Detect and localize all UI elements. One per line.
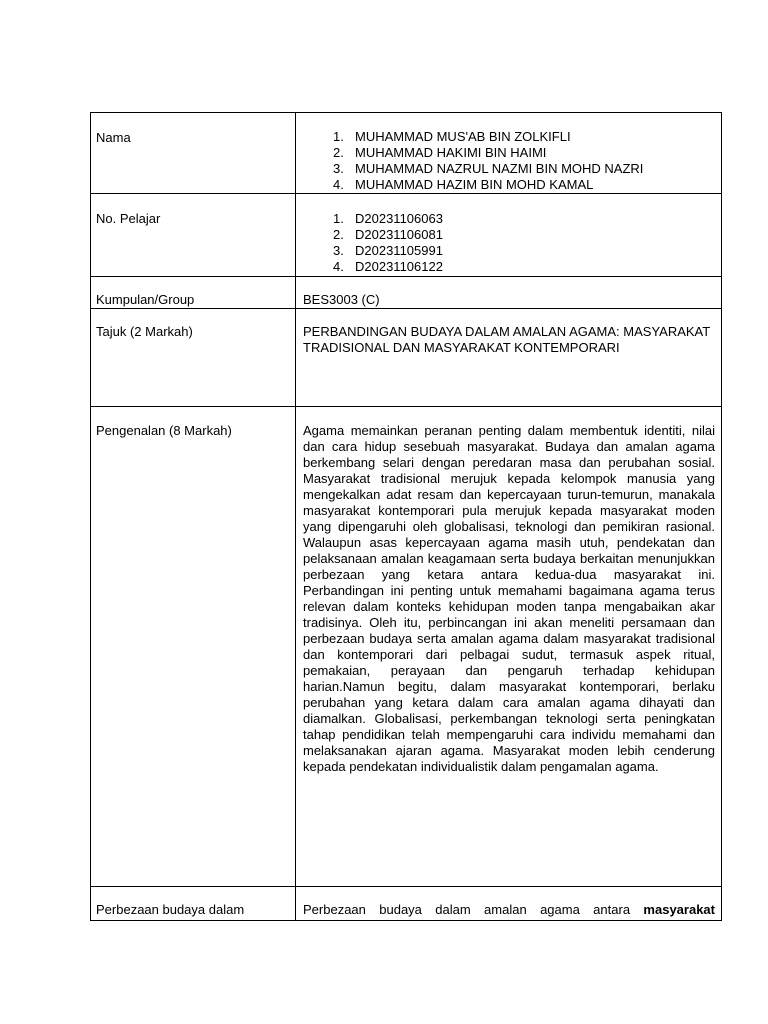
student-id: D20231106081: [355, 227, 443, 242]
member-name: MUHAMMAD HAKIMI BIN HAIMI: [355, 145, 547, 160]
label-cell: [91, 113, 296, 194]
list-item: 3. MUHAMMAD NAZRUL NAZMI BIN MOHD NAZRI: [333, 161, 644, 176]
row-perbezaan: [91, 887, 722, 921]
perbezaan-label: Perbezaan budaya dalam: [96, 902, 245, 917]
value-cell: [296, 407, 722, 887]
no-pelajar-label: No. Pelajar: [96, 211, 161, 226]
student-id: D20231106122: [355, 259, 443, 274]
pengenalan-label: Pengenalan (8 Markah): [96, 423, 232, 438]
list-item: 4. MUHAMMAD HAZIM BIN MOHD KAMAL: [333, 177, 594, 192]
student-id-list: [303, 211, 715, 275]
tajuk-value: PERBANDINGAN BUDAYA DALAM AMALAN AGAMA: MASYARAKAT TRADISIONAL DAN MASYARAKAT KONTEMPORARI: [303, 324, 710, 355]
value-cell: [296, 277, 722, 309]
perbezaan-paragraph: [296, 887, 721, 918]
member-name: MUHAMMAD MUS'AB BIN ZOLKIFLI: [355, 129, 571, 144]
list-item: 4. D20231106122: [333, 259, 443, 274]
student-id: D20231106063: [355, 211, 443, 226]
row-tajuk: [91, 309, 722, 407]
row-no-pelajar: [91, 194, 722, 277]
row-pengenalan: [91, 407, 722, 887]
value-cell: [296, 887, 722, 921]
list-item: 2. MUHAMMAD HAKIMI BIN HAIMI: [333, 145, 547, 160]
label-cell: [91, 194, 296, 277]
assignment-cover-table: [90, 112, 722, 921]
member-name-list: [303, 129, 715, 193]
nama-label: Nama: [96, 130, 131, 145]
tajuk-label: Tajuk (2 Markah): [96, 324, 193, 339]
row-group: [91, 277, 722, 309]
label-cell: [91, 277, 296, 309]
student-id: D20231105991: [355, 243, 443, 258]
list-item: 2. D20231106081: [333, 227, 443, 242]
list-item: 1. MUHAMMAD MUS'AB BIN ZOLKIFLI: [333, 129, 571, 144]
row-nama: [91, 113, 722, 194]
label-cell: [91, 407, 296, 887]
perbezaan-bold-text: masyarakat: [643, 902, 715, 917]
perbezaan-text: Perbezaan budaya dalam amalan agama antara: [303, 902, 631, 917]
group-label: Kumpulan/Group: [96, 292, 195, 307]
pengenalan-paragraph: Agama memainkan peranan penting dalam membentuk identiti, nilai dan cara hidup sesebuah masyarakat. Budaya dan amalan agama berkembang selari dengan peredaran masa dan perubahan sosial. Masyarakat tradisional merujuk kepada kelompok manusia yang mengekalkan adat resam dan kepercayaan turun-temurun, manakala masyarakat kontemporari pula merujuk kepada masyarakat moden yang dipengaruhi oleh globalisasi, teknologi dan pemikiran rasional. Walaupun asas kepercayaan agama masih utuh, pendekatan dan pelaksanaan amalan keagamaan serta budaya berkaitan menunjukkan perbezaan yang ketara antara kedua-dua masyarakat ini. Perbandingan ini penting untuk memahami bagaimana agama terus relevan dalam konteks kehidupan moden tanpa mengabaikan akar tradisinya. Oleh itu, perbincangan ini akan meneliti persamaan dan perbezaan budaya serta amalan agama dalam masyarakat tradisional dan kontemporari dari pelbagai sudut, termasuk aspek ritual, pemakaian, perayaan dan pengaruh terhadap kehidupan harian.Namun begitu, dalam masyarakat kontemporari, berlaku perubahan yang ketara dalam cara amalan agama dihayati dan diamalkan. Globalisasi, perkembangan teknologi serta peningkatan tahap pendidikan telah mempengaruhi cara individu memahami dan melaksanakan ajaran agama. Masyarakat moden lebih cenderung kepada pendekatan individualistik dalam pengamalan agama.: [303, 423, 715, 774]
value-cell: [296, 194, 722, 277]
list-item: 1. D20231106063: [333, 211, 443, 226]
label-cell: [91, 309, 296, 407]
value-cell: [296, 309, 722, 407]
list-item: 3. D20231105991: [333, 243, 443, 258]
member-name: MUHAMMAD NAZRUL NAZMI BIN MOHD NAZRI: [355, 161, 644, 176]
group-value: BES3003 (C): [303, 292, 380, 307]
label-cell: [91, 887, 296, 921]
member-name: MUHAMMAD HAZIM BIN MOHD KAMAL: [355, 177, 594, 192]
value-cell: [296, 113, 722, 194]
